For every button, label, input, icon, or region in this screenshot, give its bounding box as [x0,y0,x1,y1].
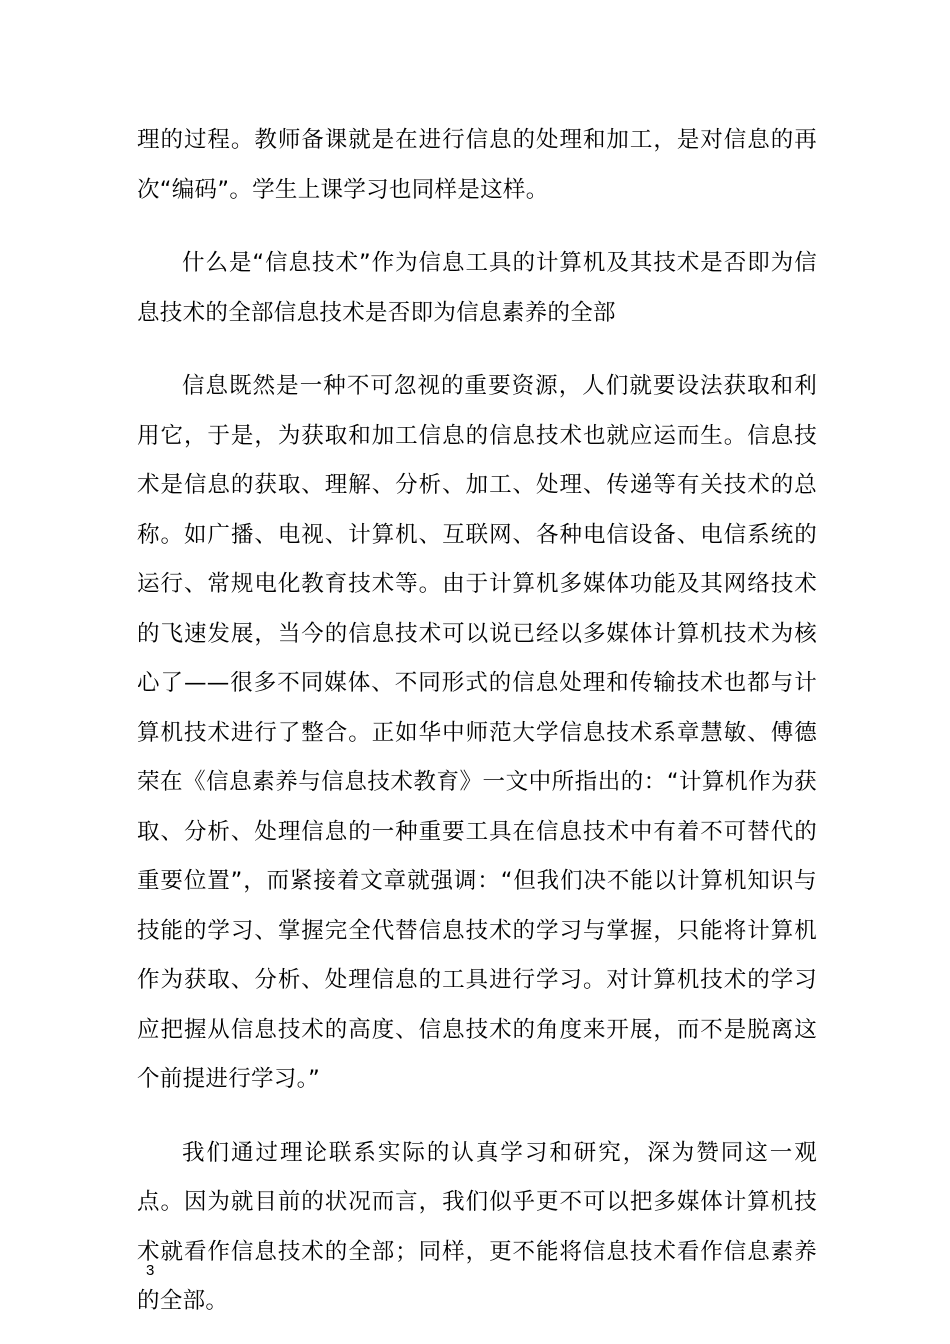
paragraph-continuation: 理的过程。教师备课就是在进行信息的处理和加工，是对信息的再次“编码”。学生上课学习也同样是这样。 [137,127,817,203]
paragraph-information-technology: 信息既然是一种不可忽视的重要资源，人们就要设法获取和利用它，于是，为获取和加工信息的信息技术也就应运而生。信息技术是信息的获取、理解、分析、加工、处理、传递等有关技术的总称。如广播、电视、计算机、互联网、各种电信设备、电信系统的运行、常规电化教育技术等。由于计算机多媒体功能及其网络技术的飞速发展，当今的信息技术可以说已经以多媒体计算机技术为核心了——很多不同媒体、不同形式的信息处理和传输技术也都与计算机技术进行了整合。正如华中师范大学信息技术系章慧敏、傅德荣在《信息素养与信息技术教育》一文中所指出的：“计算机作为获取、分析、处理信息的一种重要工具在信息技术中有着不可替代的重要位置”，而紧接着文章就强调：“但我们决不能以计算机知识与技能的学习、掌握完全代替信息技术的学习与掌握，只能将计算机作为获取、分析、处理信息的工具进行学习。对计算机技术的学习应把握从信息技术的高度、信息技术的角度来开展，而不是脱离这个前提进行学习。” [137,373,817,1092]
paragraph-conclusion: 我们通过理论联系实际的认真学习和研究，深为赞同这一观点。因为就目前的状况而言，我们似乎更不可以把多媒体计算机技术就看作信息技术的全部；同样，更不能将信息技术看作信息素养的全部。 [137,1139,817,1314]
page-number: 3 [146,1262,155,1279]
document-body [137,116,817,1327]
paragraph-question: 什么是“信息技术”作为信息工具的计算机及其技术是否即为信息技术的全部信息技术是否即为信息素养的全部 [137,250,817,326]
